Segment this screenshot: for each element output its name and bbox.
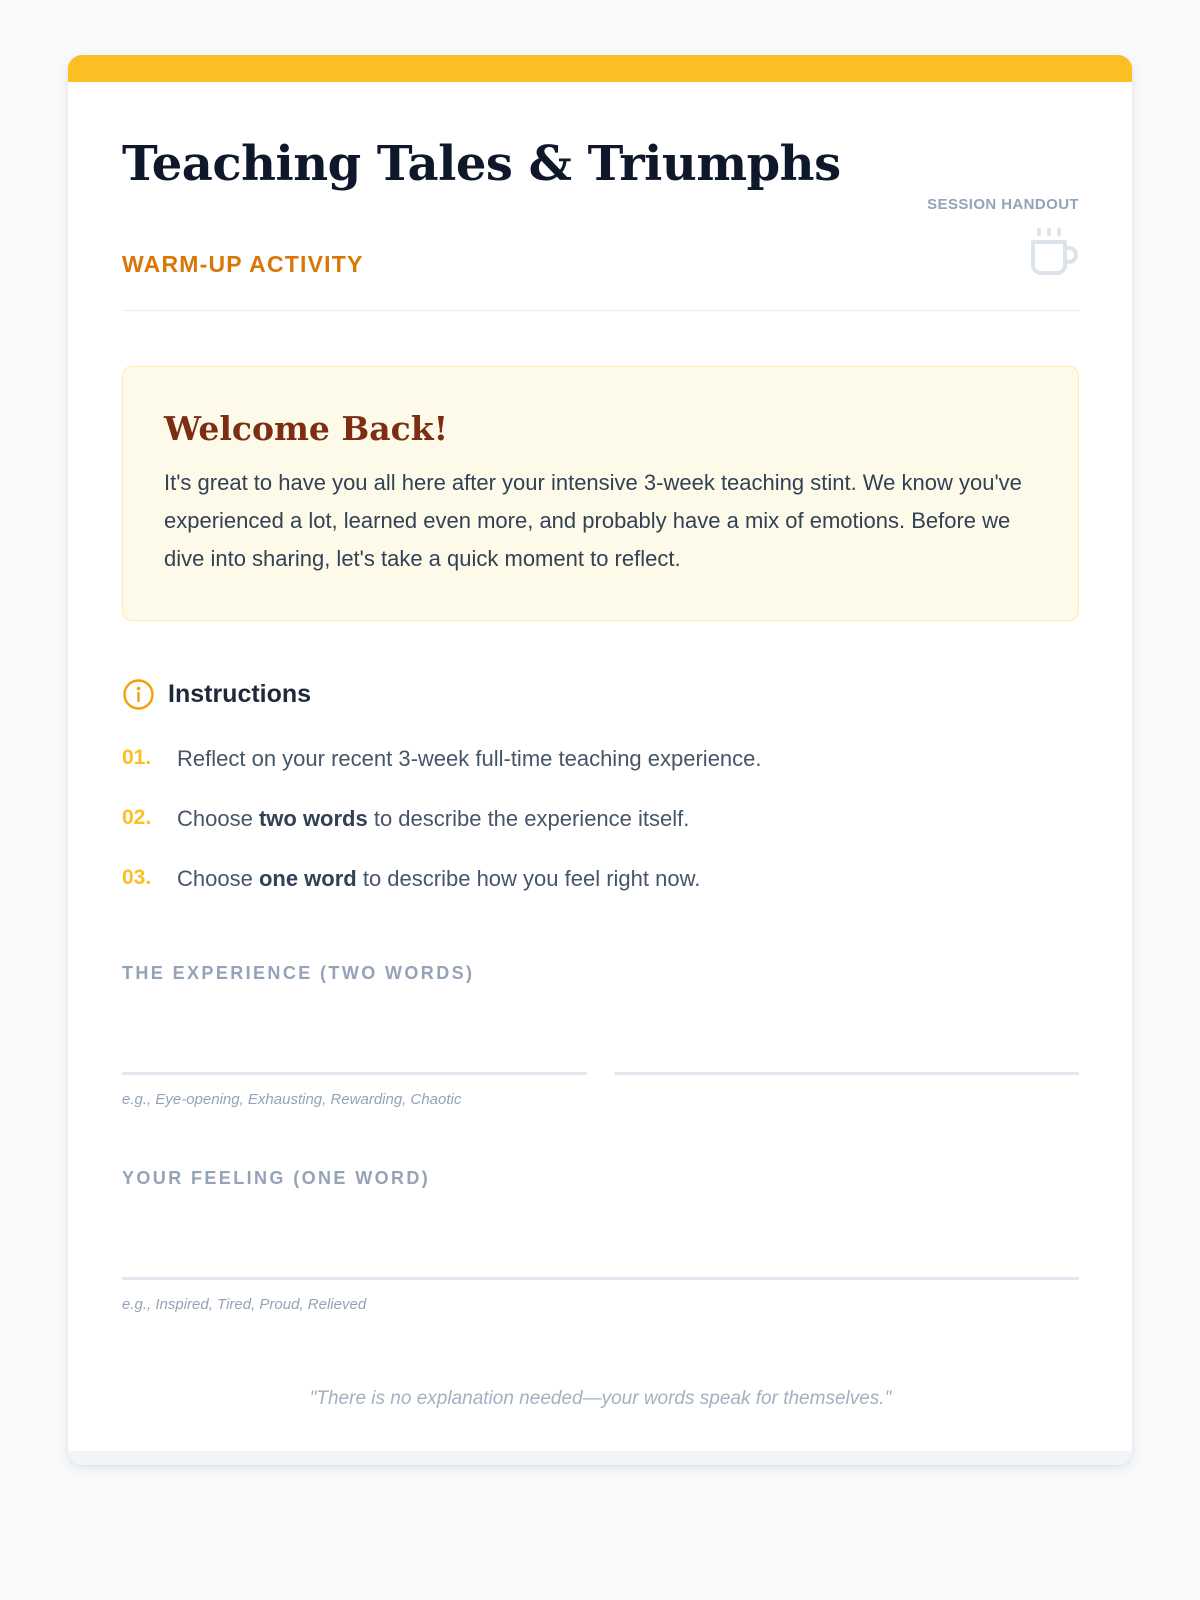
info-icon	[122, 678, 155, 711]
step-text: Choose two words to describe the experience itself.	[177, 806, 690, 831]
coffee-cup-icon	[1029, 227, 1079, 279]
welcome-body: It's great to have you all here after your intensive 3-week teaching stint. We know you've experienced a lot, learned even more, and probably have a mix of emotions. Before we dive into sharing, let's take a quick moment to reflect.	[164, 470, 1022, 571]
header-divider	[122, 310, 1079, 311]
session-handout-label: SESSION HANDOUT	[927, 196, 1079, 213]
feeling-word-input[interactable]	[122, 1277, 1079, 1280]
step-text: Choose one word to describe how you feel right now.	[177, 866, 701, 891]
experience-word-2-input[interactable]	[614, 1072, 1079, 1075]
step-emphasis: two words	[258, 806, 368, 831]
page-subtitle: WARM-UP ACTIVITY	[122, 251, 364, 277]
step-text: Reflect on your recent 3-week full-time teaching experience.	[177, 746, 762, 771]
welcome-title: Welcome Back!	[164, 409, 449, 448]
step-emphasis: one word	[258, 866, 357, 891]
feeling-hint: e.g., Inspired, Tired, Proud, Relieved	[122, 1296, 367, 1313]
experience-hint: e.g., Eye-opening, Exhausting, Rewarding, Chaotic	[122, 1091, 462, 1108]
step-number: 02.	[122, 806, 152, 829]
card-bottom-strip	[68, 1451, 1132, 1465]
experience-word-1-input[interactable]	[122, 1072, 587, 1075]
experience-field-label: THE EXPERIENCE (TWO WORDS)	[122, 963, 475, 983]
instructions-title: Instructions	[168, 680, 312, 708]
page-title: Teaching Tales & Triumphs	[122, 136, 841, 192]
feeling-field-label: YOUR FEELING (ONE WORD)	[122, 1168, 431, 1188]
footer-quote: "There is no explanation needed—your words speak for themselves."	[309, 1388, 892, 1409]
welcome-box	[122, 366, 1079, 621]
step-number: 01.	[122, 746, 152, 769]
handout-card	[68, 55, 1132, 1465]
accent-top-bar	[68, 55, 1132, 82]
step-number: 03.	[122, 866, 152, 889]
